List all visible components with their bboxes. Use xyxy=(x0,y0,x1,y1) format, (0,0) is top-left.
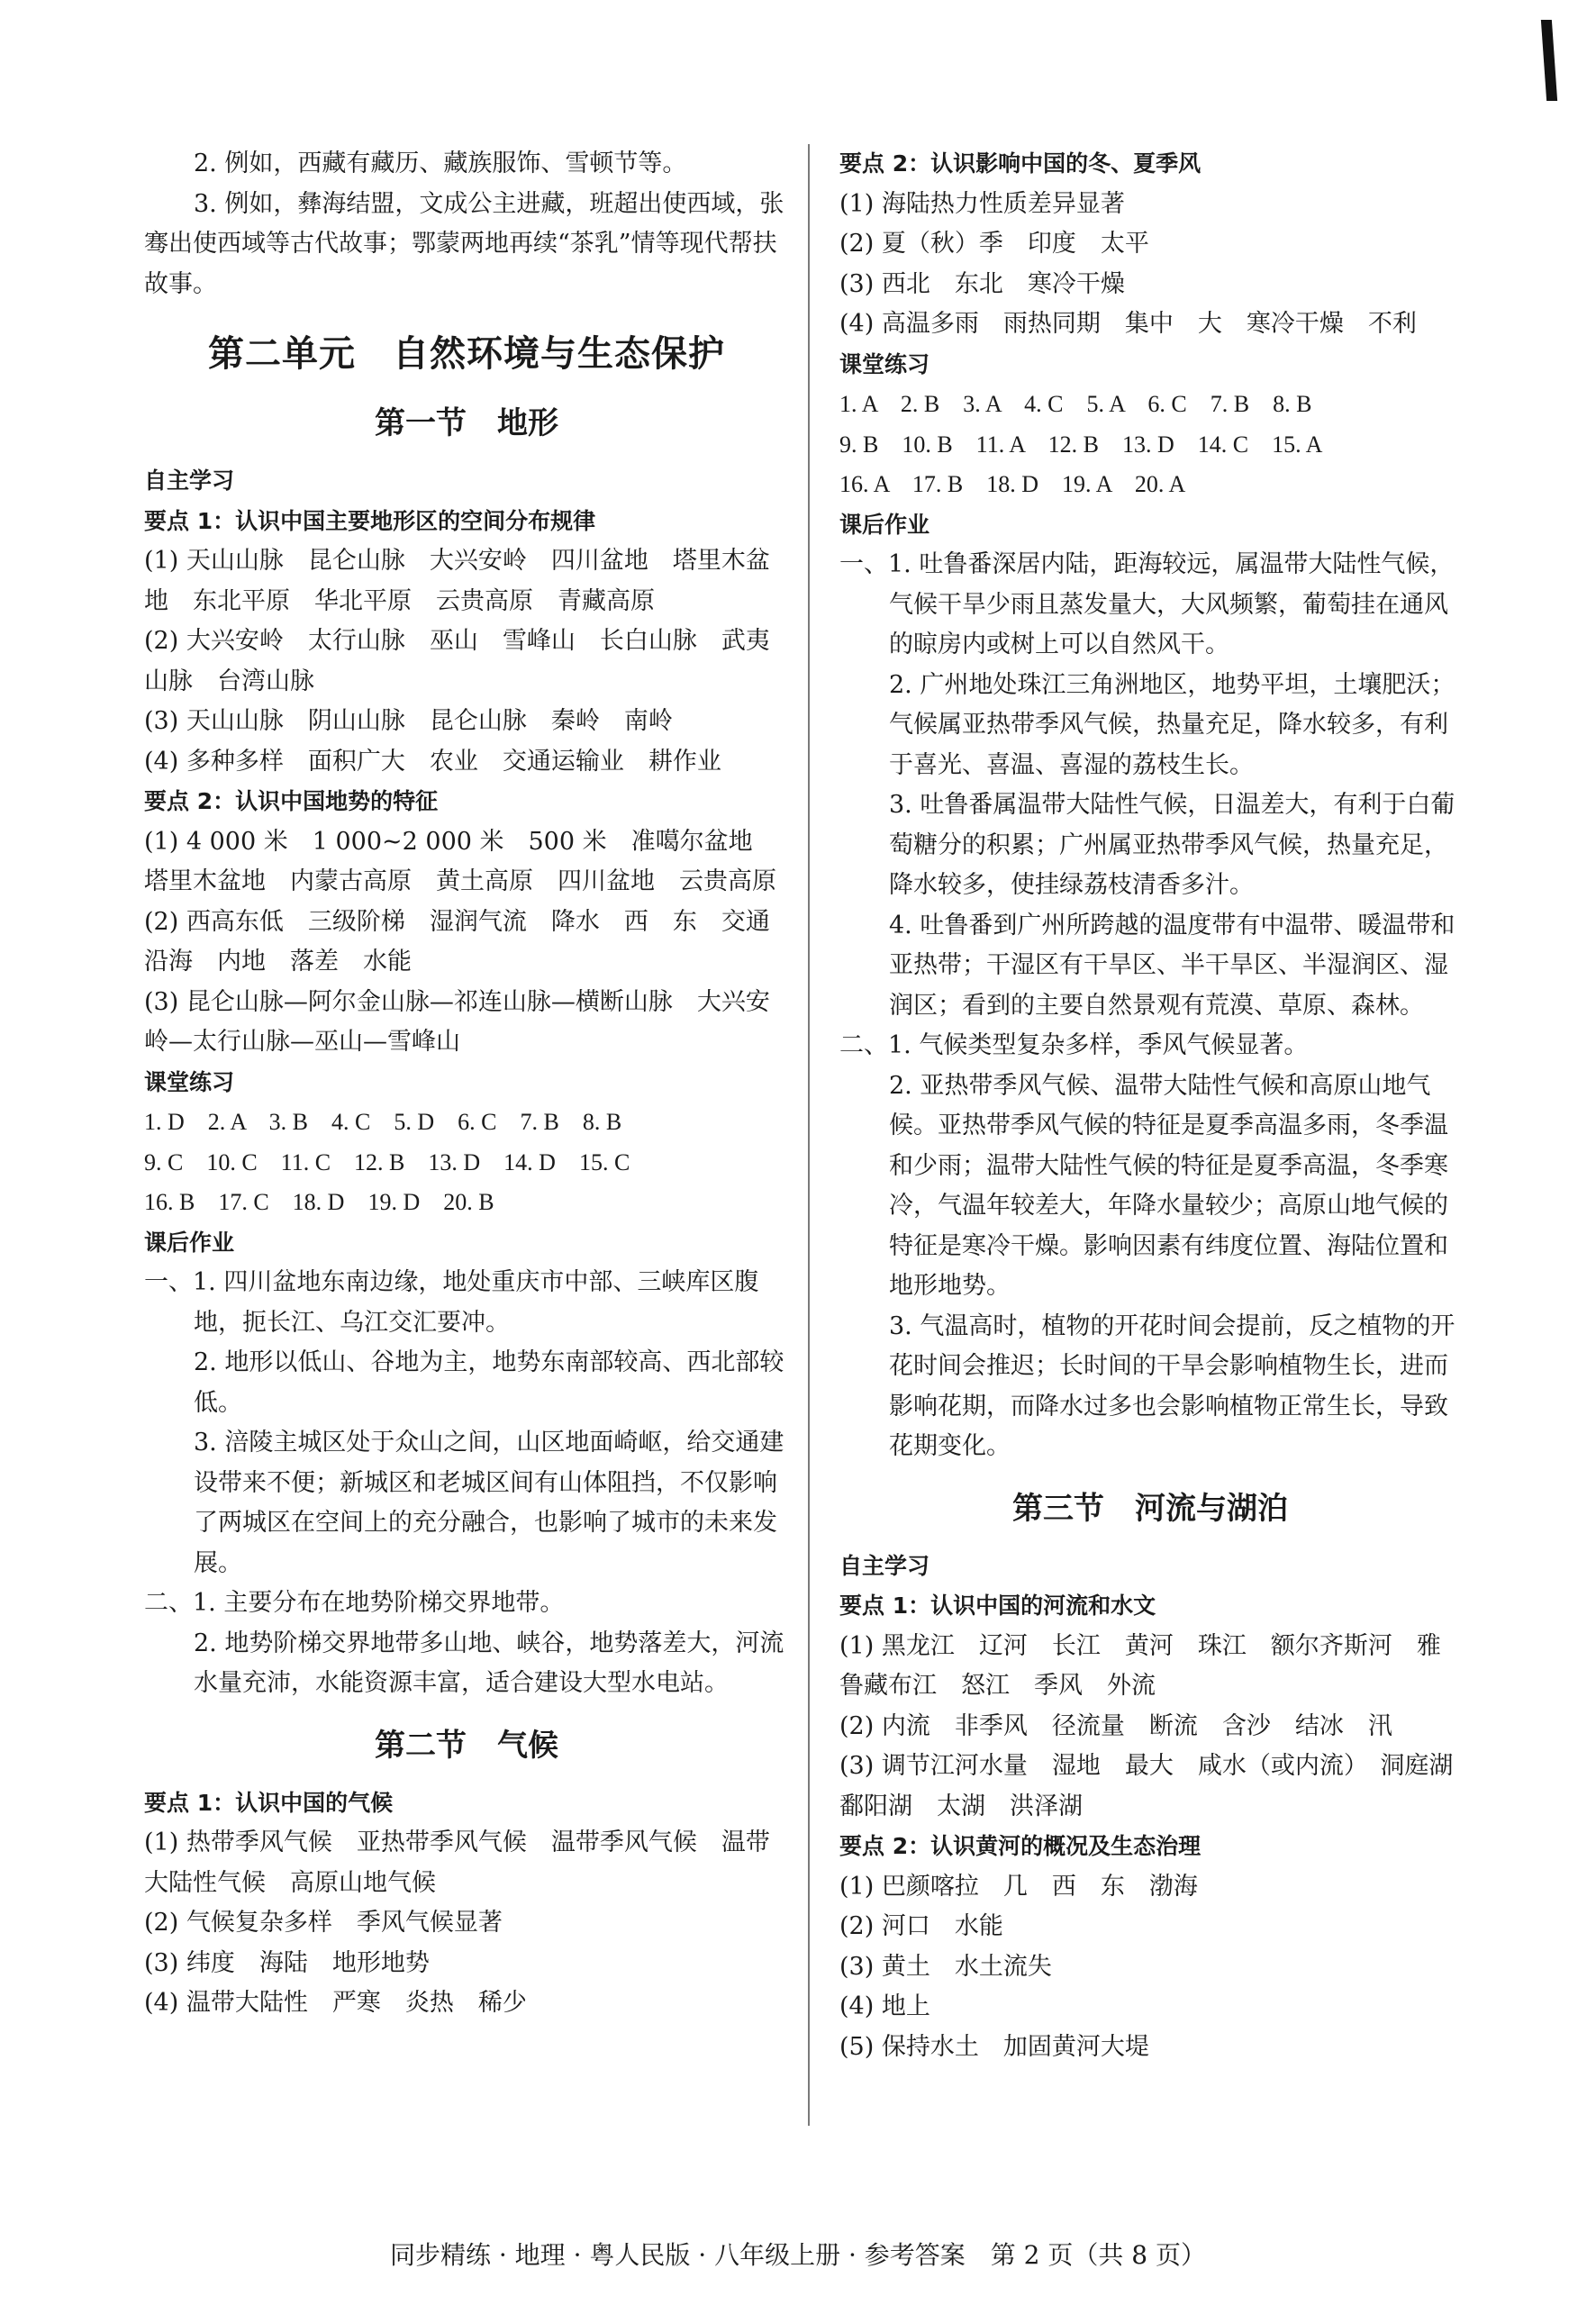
choice-answers: 16. B 17. C 18. D 19. D 20. B xyxy=(144,1189,494,1215)
answer-line: (3) 西北 东北 寒冷干燥 xyxy=(839,269,1125,298)
answer-line: (3) 调节江河水量 湿地 最大 咸水（或内流） 洞庭湖 xyxy=(839,1752,1454,1780)
answer-line: 2. 亚热带季风气候、温带大陆性气候和高原山地气候。亚热带季风气候的特征是夏季高温多雨，冬季温和少雨；温带大陆性气候的特征是夏季高温，冬季寒冷，气温年较差大，年降水量较少；高原山地气候的特征是寒冷干燥。影响因素有纬度位置、海陆位置和地形地势。 xyxy=(889,1071,1448,1300)
answer-line: (2) 内流 非季风 径流量 断流 含沙 结冰 汛 xyxy=(839,1711,1392,1740)
answer-line: 4. 吐鲁番到广州所跨越的温度带有中温带、暖温带和亚热带；干湿区有干旱区、半干旱区、半湿润区、湿润区；看到的主要自然景观有荒漠、草原、森林。 xyxy=(889,911,1455,1020)
answer-line: 二、1. 主要分布在地势阶梯交界地带。 xyxy=(144,1589,565,1617)
answer-line: (2) 气候复杂多样 季风气候显著 xyxy=(144,1909,503,1937)
answer-line: 2. 广州地处珠江三角洲地区，地势平坦，土壤肥沃；气候属亚热带季风气候，热量充足，降水较多，有利于喜光、喜温、喜湿的荔枝生长。 xyxy=(889,670,1455,779)
section-title: 第三节 河流与湖泊 xyxy=(1012,1490,1288,1527)
section-title: 第一节 地形 xyxy=(375,405,558,441)
unit-title: 第二单元 自然环境与生态保护 xyxy=(208,333,725,375)
answer-line: (3) 天山山脉 阴山山脉 昆仑山脉 秦岭 南岭 xyxy=(144,707,673,735)
answer-line: (4) 多种多样 面积广大 农业 交通运输业 耕作业 xyxy=(144,747,721,776)
answer-line: (2) 河口 水能 xyxy=(839,1912,1003,1940)
key-point-heading: 要点 1：认识中国的河流和水文 xyxy=(839,1593,1156,1619)
answer-line: 鄱阳湖 太湖 洪泽湖 xyxy=(839,1792,1083,1820)
subheading: 课堂练习 xyxy=(144,1068,235,1095)
answer-line: (5) 保持水土 加固黄河大堤 xyxy=(839,2032,1149,2061)
choice-answers: 1. A 2. B 3. A 4. C 5. A 6. C 7. B 8. B xyxy=(839,391,1312,417)
answer-line: (3) 黄土 水土流失 xyxy=(839,1952,1052,1981)
choice-answers: 1. D 2. A 3. B 4. C 5. D 6. C 7. B 8. B xyxy=(144,1109,622,1135)
answer-line: (1) 天山山脉 昆仑山脉 大兴安岭 四川盆地 塔里木盆地 东北平原 华北平原 云贵高原 青藏高原 xyxy=(144,547,770,615)
answer-line: 3. 吐鲁番属温带大陆性气候，日温差大，有利于白葡萄糖分的积累；广州属亚热带季风气候，热量充足，降水较多，使挂绿荔枝清香多汁。 xyxy=(889,791,1455,899)
answer-line: 2. 地形以低山、谷地为主，地势东南部较高、西北部较低。 xyxy=(194,1348,784,1417)
answer-line: 一、1. 四川盆地东南边缘，地处重庆市中部、三峡库区腹地，扼长江、乌江交汇要冲。 xyxy=(144,1268,759,1337)
left-column xyxy=(144,144,794,2024)
right-column xyxy=(839,144,1461,2067)
choice-answers: 9. C 10. C 11. C 12. B 13. D 14. D 15. C xyxy=(144,1148,630,1175)
answer-line: 2. 地势阶梯交界地带多山地、峡谷，地势落差大，河流水量充沛，水能资源丰富，适合建设大型水电站。 xyxy=(194,1629,784,1697)
key-point-heading: 要点 2：认识中国地势的特征 xyxy=(144,788,439,814)
answer-line: (2) 夏（秋）季 印度 太平 xyxy=(839,230,1149,258)
section-title: 第二节 气候 xyxy=(375,1727,558,1764)
answer-line: (2) 西高东低 三级阶梯 湿润气流 降水 西 东 交通 沿海 内地 落差 水能 xyxy=(144,907,794,976)
answer-line: (2) 大兴安岭 太行山脉 巫山 雪峰山 长白山脉 武夷山脉 台湾山脉 xyxy=(144,627,770,695)
subheading: 自主学习 xyxy=(839,1552,930,1579)
answer-line: (1) 热带季风气候 亚热带季风气候 温带季风气候 温带大陆性气候 高原山地气候 xyxy=(144,1829,770,1897)
answer-line: (1) 巴颜喀拉 几 西 东 渤海 xyxy=(839,1872,1198,1901)
answer-line: 二、1. 气候类型复杂多样，季风气候显著。 xyxy=(839,1031,1309,1059)
key-point-heading: 要点 2：认识黄河的概况及生态治理 xyxy=(839,1833,1202,1859)
answer-line: (1) 海陆热力性质差异显著 xyxy=(839,189,1125,218)
subheading: 自主学习 xyxy=(144,467,235,494)
subheading: 课堂练习 xyxy=(839,350,930,377)
subheading: 课后作业 xyxy=(144,1229,235,1256)
page-footer: 同步精练 · 地理 · 粤人民版 · 八年级上册 · 参考答案 第 2 页（共 8 页） xyxy=(389,2240,1207,2270)
subheading: 课后作业 xyxy=(839,511,930,538)
choice-answers: 9. B 10. B 11. A 12. B 13. D 14. C 15. A xyxy=(839,431,1323,458)
answer-line: (4) 地上 xyxy=(839,1992,930,2020)
key-point-heading: 要点 2：认识影响中国的冬、夏季风 xyxy=(839,150,1202,177)
answer-line: (3) 纬度 海陆 地形地势 xyxy=(144,1948,430,1977)
answer-line: 一、1. 吐鲁番深居内陆，距海较远，属温带大陆性气候，气候干旱少雨且蒸发量大，大风频繁，葡萄挂在通风的晾房内或树上可以自然风干。 xyxy=(839,550,1455,658)
answer-line: (1) 4 000 米 1 000~2 000 米 500 米 准噶尔盆地 塔里木盆地 内蒙古高原 黄土高原 四川盆地 云贵高原 xyxy=(144,827,777,895)
key-point-heading: 要点 1：认识中国的气候 xyxy=(144,1789,394,1816)
key-point-heading: 要点 1：认识中国主要地形区的空间分布规律 xyxy=(144,507,596,534)
choice-answers: 16. A 17. B 18. D 19. A 20. A xyxy=(839,471,1186,497)
answer-line: 3. 气温高时，植物的开花时间会提前，反之植物的开花时间会推迟；长时间的干旱会影响植物生长，进而影响花期，而降水过多也会影响植物正常生长，导致花期变化。 xyxy=(889,1311,1455,1460)
answer-line: 3. 涪陵主城区处于众山之间，山区地面崎岖，给交通建设带来不便；新城区和老城区间有山体阻挡，不仅影响了两城区在空间上的充分融合，也影响了城市的未来发展。 xyxy=(194,1429,784,1577)
answer-line: 2. 例如，西藏有藏历、藏族服饰、雪顿节等。 xyxy=(194,150,687,177)
answer-line: 3. 例如，彝海结盟，文成公主进藏，班超出使西域，张骞出使西域等古代故事；鄂蒙两地再续“茶乳”情等现代帮扶故事。 xyxy=(144,189,784,298)
answer-line: (1) 黑龙江 辽河 长江 黄河 珠江 额尔齐斯河 雅鲁藏布江 怒江 季风 外流 xyxy=(839,1631,1441,1700)
column-divider xyxy=(808,144,810,2126)
corner-mark xyxy=(1541,20,1557,101)
answer-line: (3) 昆仑山脉—阿尔金山脉—祁连山脉—横断山脉 大兴安岭—太行山脉—巫山—雪峰山 xyxy=(144,987,770,1056)
answer-line: (4) 温带大陆性 严寒 炎热 稀少 xyxy=(144,1989,527,2017)
answer-line: (4) 高温多雨 雨热同期 集中 大 寒冷干燥 不利 xyxy=(839,310,1417,338)
